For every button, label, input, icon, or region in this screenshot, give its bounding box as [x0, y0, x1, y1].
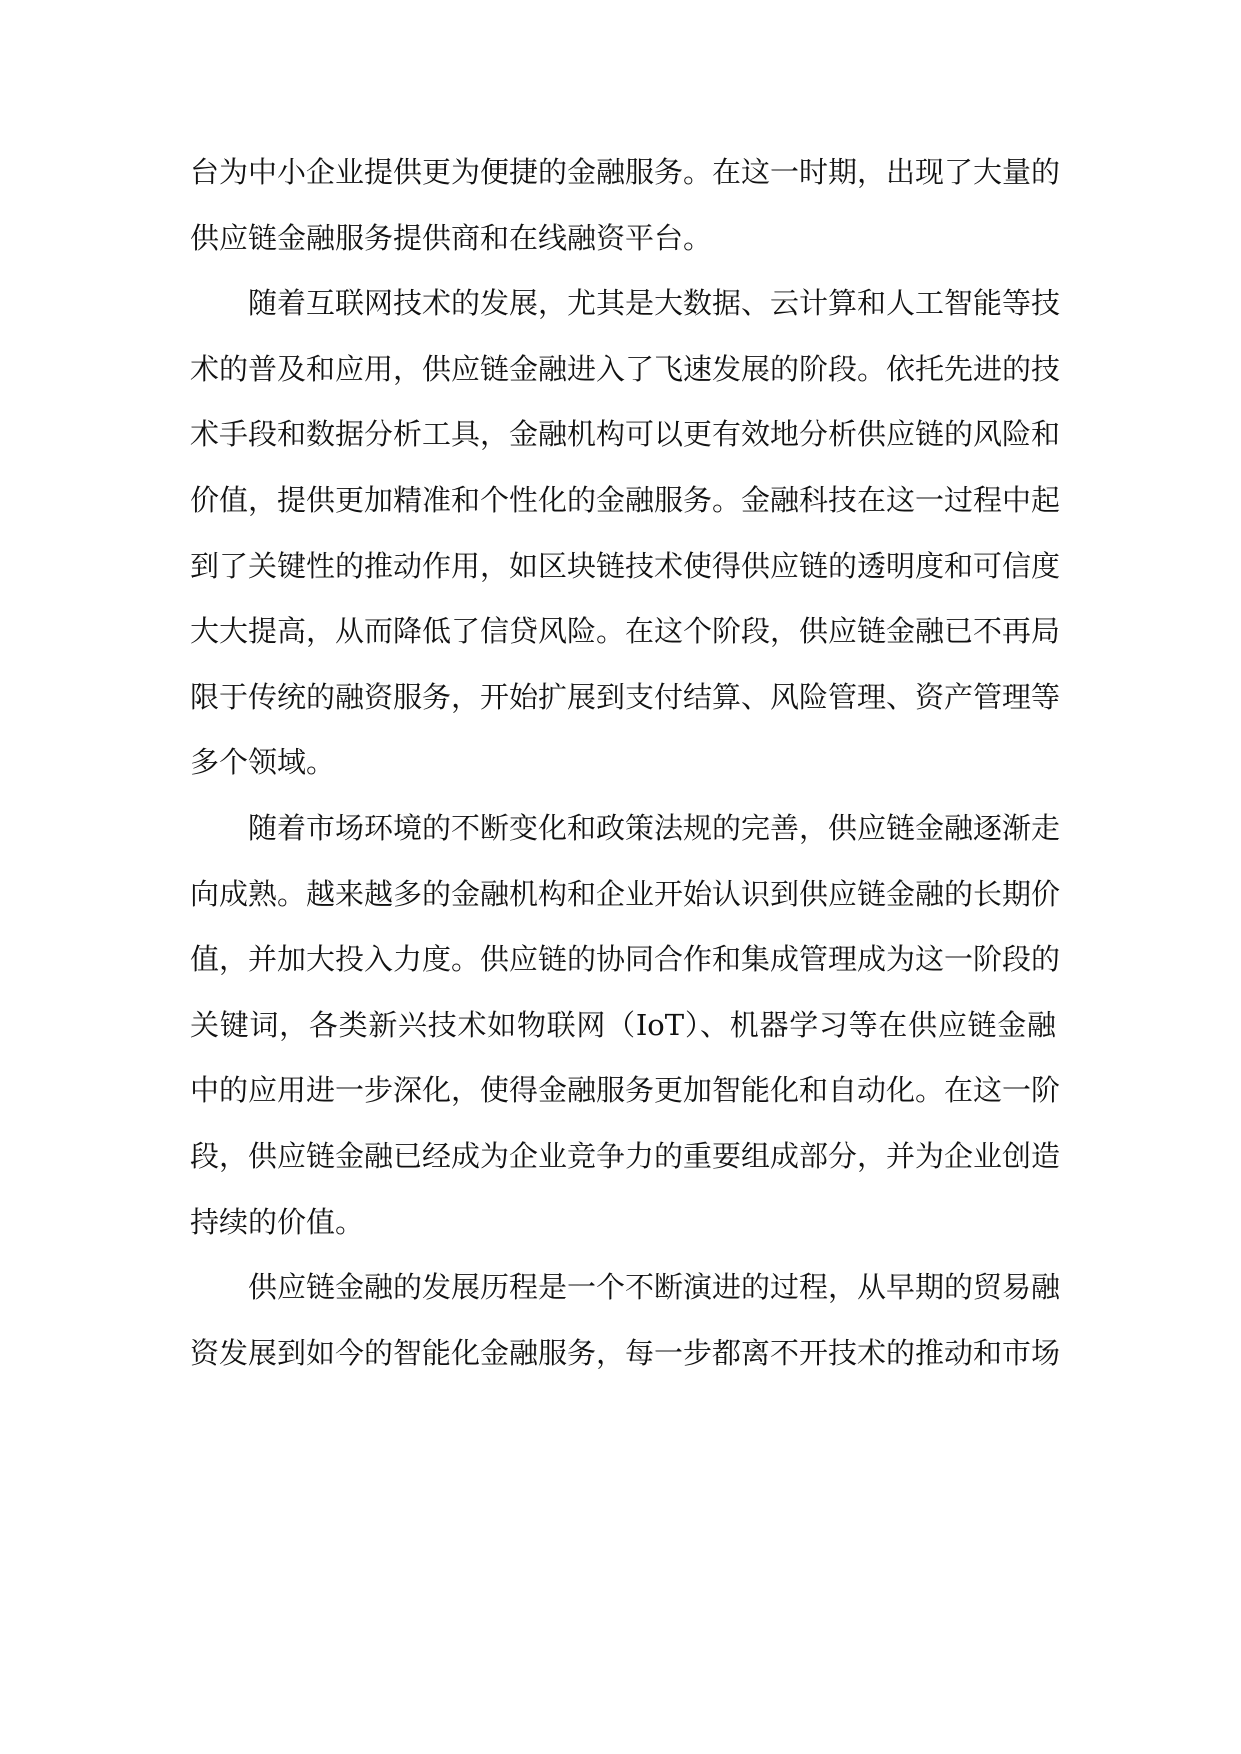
text-line: 台为中小企业提供更为便捷的金融服务。在这一时期，出现了大量的: [190, 155, 1061, 189]
text-line: 限于传统的融资服务，开始扩展到支付结算、风险管理、资产管理等: [190, 679, 1061, 714]
text-line: 值，并加大投入力度。供应链的协同合作和集成管理成为这一阶段的: [190, 942, 1061, 977]
text-line: 向成熟。越来越多的金融机构和企业开始认识到供应链金融的长期价: [190, 876, 1061, 911]
text-line: 持续的价值。: [190, 1204, 365, 1239]
text-line: 关键词，各类新兴技术如物联网（IoT）、机器学习等在供应链金融: [190, 1007, 1056, 1042]
text-line: 中的应用进一步深化，使得金融服务更加智能化和自动化。在这一阶: [190, 1073, 1061, 1108]
text-line: 供应链金融的发展历程是一个不断演进的过程，从早期的贸易融: [248, 1270, 1061, 1305]
text-line: 多个领域。: [190, 745, 336, 780]
text-line: 到了关键性的推动作用，如区块链技术使得供应链的透明度和可信度: [190, 548, 1061, 583]
text-line: 价值，提供更加精准和个性化的金融服务。金融科技在这一过程中起: [190, 482, 1061, 517]
text-line: 资发展到如今的智能化金融服务，每一步都离不开技术的推动和市场: [190, 1335, 1061, 1370]
text-line: 供应链金融服务提供商和在线融资平台。: [190, 220, 713, 255]
text-line: 大大提高，从而降低了信贷风险。在这个阶段，供应链金融已不再局: [190, 614, 1061, 649]
text-line: 随着市场环境的不断变化和政策法规的完善，供应链金融逐渐走: [248, 810, 1061, 845]
text-line: 术手段和数据分析工具，金融机构可以更有效地分析供应链的风险和: [190, 417, 1061, 452]
text-line: 随着互联网技术的发展，尤其是大数据、云计算和人工智能等技: [248, 286, 1061, 321]
body-text: [190, 144, 1061, 1390]
text-line: 段，供应链金融已经成为企业竞争力的重要组成部分，并为企业创造: [190, 1138, 1061, 1173]
text-line: 术的普及和应用，供应链金融进入了飞速发展的阶段。依托先进的技: [190, 351, 1061, 386]
